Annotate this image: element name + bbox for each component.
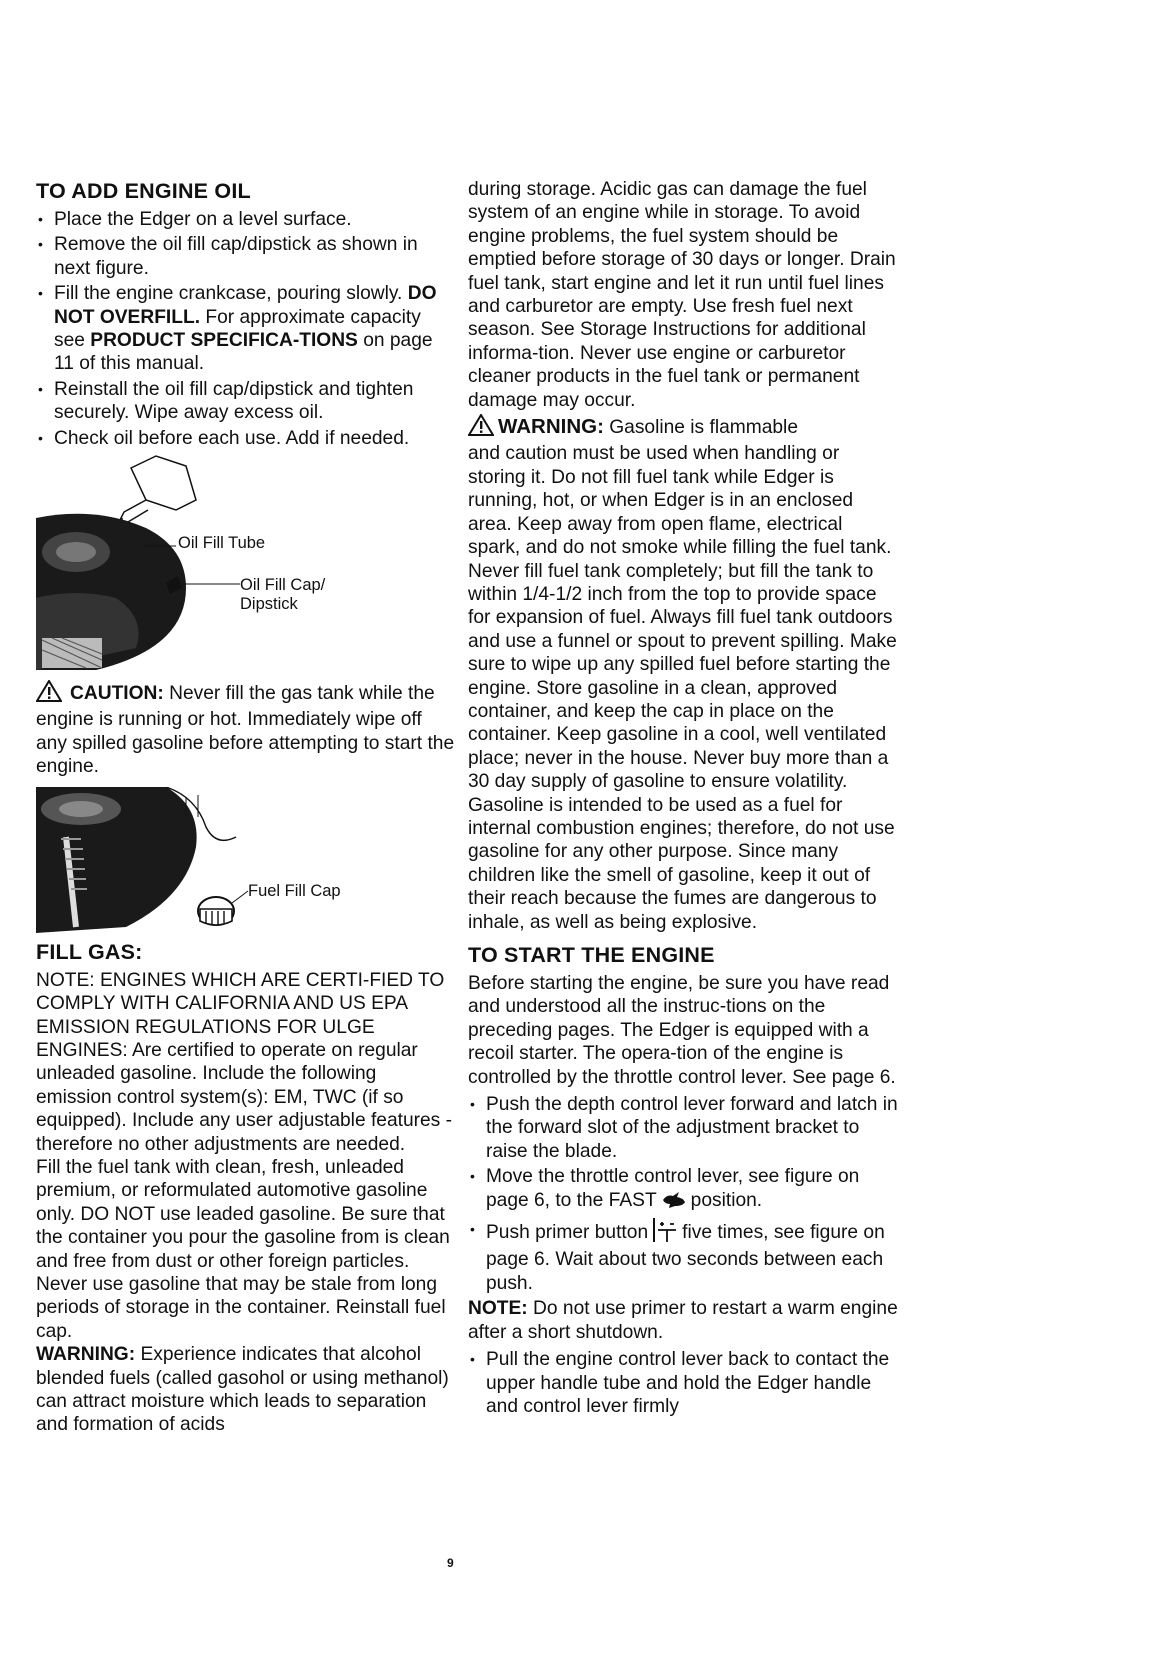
text: Push primer button <box>486 1222 649 1244</box>
add-oil-heading: TO ADD ENGINE OIL <box>36 179 251 203</box>
page-number: 9 <box>447 1556 454 1570</box>
oil-fill-cap-label: Oil Fill Cap/ Dipstick <box>240 576 326 614</box>
start-engine-heading: TO START THE ENGINE <box>468 943 715 967</box>
left-column <box>36 178 456 1437</box>
text: Move the throttle control lever, see figure on page 6, to the FAST <box>486 1166 860 1211</box>
list-item <box>468 1218 898 1295</box>
list-item: • Place the Edger on a level surface. <box>36 208 456 231</box>
fuel-fill-cap-label: Fuel Fill Cap <box>248 881 341 900</box>
warning-title: WARNING: <box>36 1344 136 1366</box>
warning2-first: Gasoline is flammable <box>603 417 798 439</box>
warning-triangle-icon <box>468 414 494 442</box>
fuel-fill-figure <box>36 787 456 937</box>
alcohol-warning <box>36 1343 456 1437</box>
list-item: • Push the depth control lever forward and latch in the forward slot of the adjustment bracket to raise the blade. <box>468 1093 898 1163</box>
text: For approximate capacity see <box>54 306 421 352</box>
caution-block <box>36 680 456 779</box>
list-item: • Check oil before each use. Add if needed. <box>36 427 456 450</box>
note-title: NOTE: <box>468 1298 528 1320</box>
text: on page 11 of this manual. <box>54 330 433 375</box>
start-intro: Before starting the engine, be sure you have read and understood all the instruc-tions on the preceding pages. The Edger is equipped with a recoil starter. The opera-tion of the engine is controlled by the throttle control lever. See page 6. <box>468 973 896 1088</box>
start-list-2 <box>468 1348 898 1418</box>
caution-title: CAUTION: <box>70 683 164 705</box>
oil-fill-figure <box>36 448 456 676</box>
right-column <box>468 178 898 1420</box>
fill-gas-paragraph: Fill the fuel tank with clean, fresh, unleaded premium, or reformulated automotive gasoline only. DO NOT use leaded gasoline. Be sure that the container you pour the gasoline from is clean and free from dust or other foreign particles. Never use gasoline that may be stale from long periods of storage in the container. Reinstall fuel cap. <box>36 1156 450 1342</box>
emission-note: NOTE: ENGINES WHICH ARE CERTI-FIED TO COMPLY WITH CALIFORNIA AND US EPA EMISSION REGULATIONS FOR ULGE ENGINES: Are certified to operate on regular unleaded gasoline. Include the following emission control system(s): EM, TWC (if so equipped). Include any user adjustable features - therefore no other adjustments are needed. <box>36 969 452 1155</box>
primer-note <box>468 1297 898 1344</box>
engine-illustration <box>36 448 456 676</box>
primer-icon <box>652 1218 678 1248</box>
fast-rabbit-icon <box>661 1190 687 1216</box>
spec-reference: PRODUCT SPECIFICA-TIONS <box>90 330 358 352</box>
storage-paragraph: during storage. Acidic gas can damage the fuel system of an engine while in storage. To avoid engine problems, the fuel system should be emptied before storage of 30 days or longer. Drain fuel tank, start engine and let it run until fuel lines and carburetor are empty. Use fresh fuel next season. See Storage Instructions for additional informa-tion. Never use engine or carburetor cleaner products in the fuel tank or permanent damage may occur. <box>468 179 896 411</box>
oil-fill-tube-label: Oil Fill Tube <box>178 534 266 553</box>
list-item <box>468 1165 898 1216</box>
warning-text: Experience indicates that alcohol blended fuels (called gasohol or using methanol) can attract moisture which leads to separation and formation of acids <box>36 1344 449 1436</box>
warning-triangle-icon <box>36 680 62 708</box>
list-item: • Pull the engine control lever back to contact the upper handle tube and hold the Edger handle and control lever firmly <box>468 1348 898 1418</box>
caution-text: Never fill the gas tank while the engine is running or hot. Immediately wipe off any spilled gasoline before attempting to start the engine. <box>36 683 455 778</box>
text: position. <box>690 1189 763 1211</box>
add-oil-list <box>36 208 456 450</box>
text: Fill the engine crankcase, pouring slowly. <box>54 283 408 305</box>
warning2-body: and caution must be used when handling or storing it. Do not fill fuel tank while Edger is running, hot, or when Edger is in an enclosed area. Keep away from open flame, electrical spark, and do not smoke while filling the fuel tank. Never fill fuel tank completely; but fill the tank to within 1/4-1/2 inch from the top to provide space for expansion of fuel. Always fill fuel tank outdoors and use a funnel or spout to prevent spilling. Make sure to wipe up any spilled fuel before starting the engine. Store gasoline in a clean, approved container, and keep the cap in place on the container. Keep gasoline in a cool, well ventilated place; never in the house. Never buy more than a 30 day supply of gasoline to ensure volatility. Gasoline is intended to be used as a fuel for internal combustion engines; therefore, do not use gasoline for any other purpose. Since many children like the smell of gasoline, keep it out of their reach because the fumes are dangerous to inhale, as well as being explosive. <box>468 443 897 933</box>
list-item: • Remove the oil fill cap/dipstick as shown in next figure. <box>36 233 456 280</box>
overfill-warning: DO NOT OVERFILL. <box>54 283 437 328</box>
list-item <box>36 282 456 376</box>
gasoline-warning <box>468 414 898 934</box>
list-item: • Reinstall the oil fill cap/dipstick and tighten securely. Wipe away excess oil. <box>36 378 456 425</box>
text: five times, see figure on page 6. Wait about two seconds between each push. <box>486 1222 885 1294</box>
fuel-tank-illustration <box>36 787 456 937</box>
start-list <box>468 1093 898 1295</box>
warning2-title: WARNING: <box>498 415 604 439</box>
note-text: Do not use primer to restart a warm engine after a short shutdown. <box>468 1298 898 1343</box>
fill-gas-heading: FILL GAS: <box>36 939 143 964</box>
